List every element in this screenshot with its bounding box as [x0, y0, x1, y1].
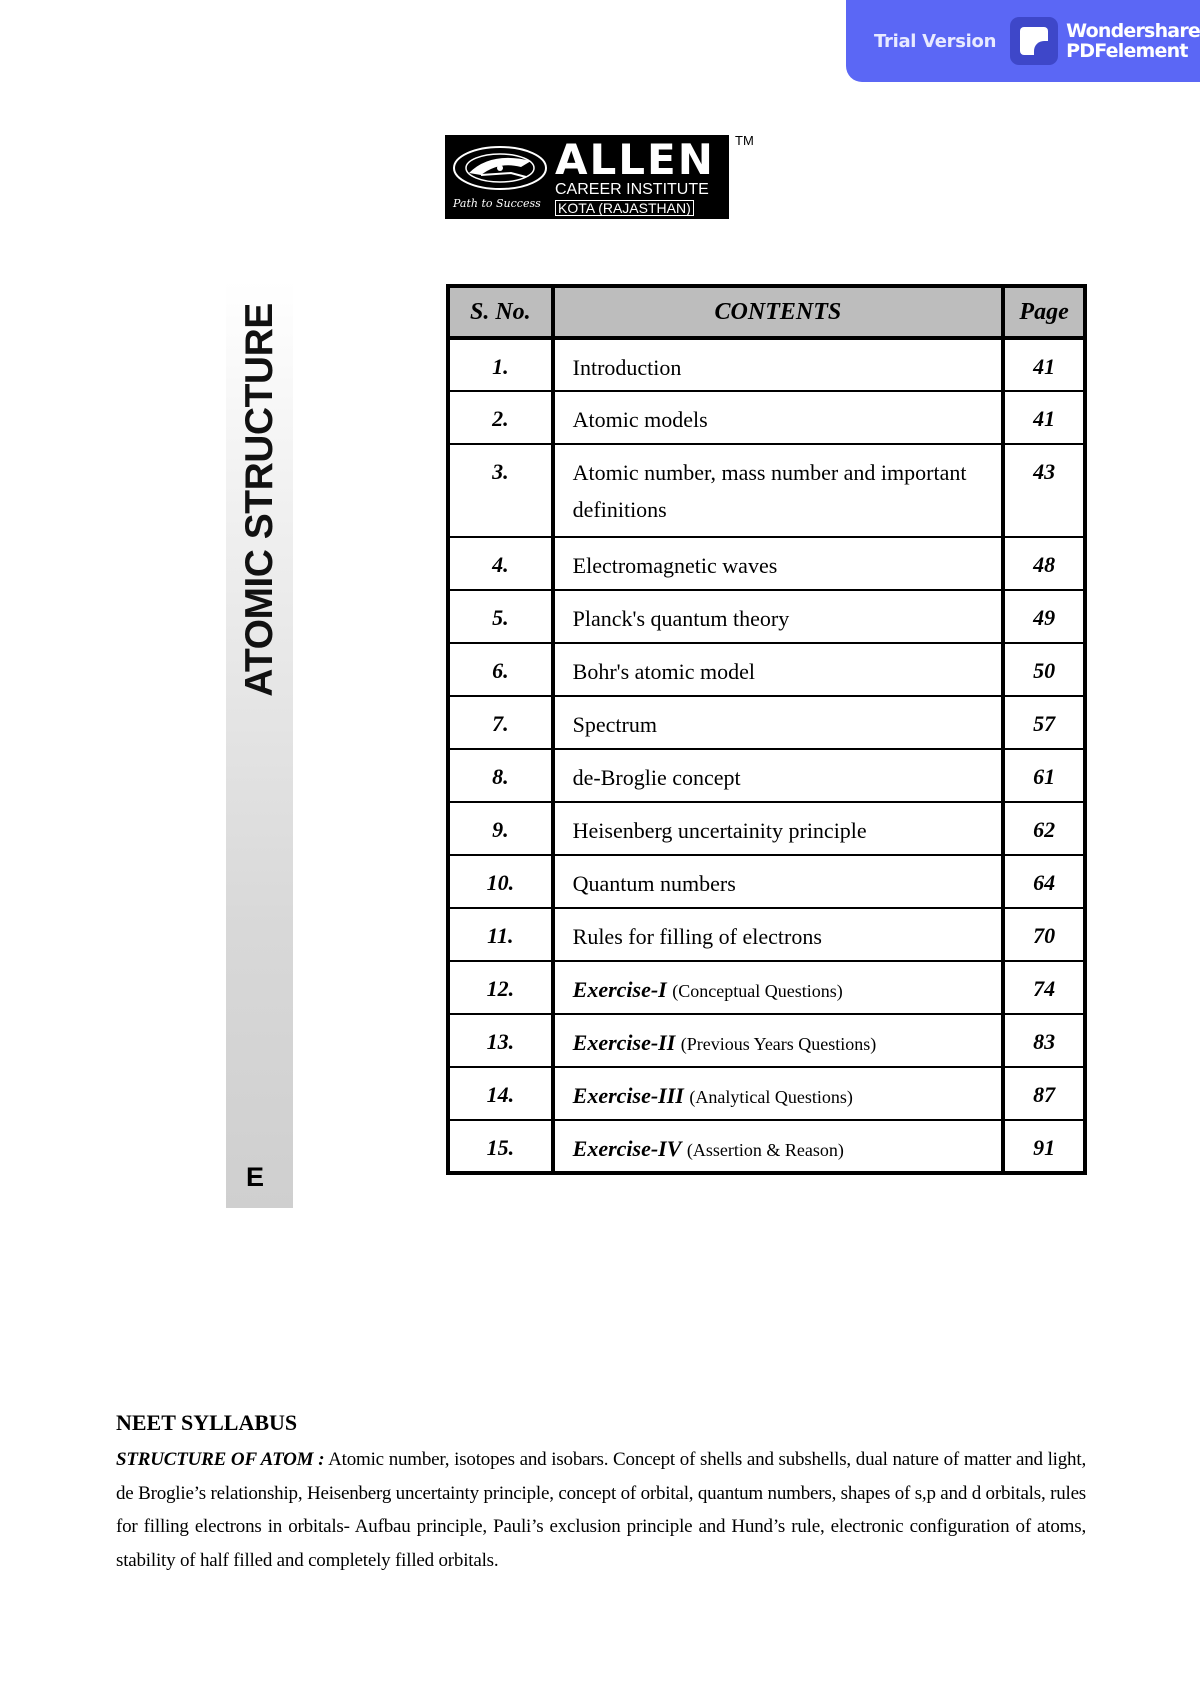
row-title: Atomic models — [553, 391, 1003, 444]
table-row — [448, 444, 1085, 537]
table-row — [448, 908, 1085, 961]
row-page: 48 — [1003, 537, 1085, 590]
exercise-subtitle: (Previous Years Questions) — [680, 1034, 877, 1054]
row-sno: 9. — [448, 802, 553, 855]
row-sno: 4. — [448, 537, 553, 590]
row-sno: 15. — [448, 1120, 553, 1173]
logo-name: ALLEN — [555, 135, 715, 184]
row-page: 91 — [1003, 1120, 1085, 1173]
row-title: de-Broglie concept — [553, 749, 1003, 802]
trial-version-badge[interactable] — [846, 0, 1200, 82]
row-title — [553, 961, 1003, 1014]
row-title: Bohr's atomic model — [553, 643, 1003, 696]
exercise-label: Exercise-IV — [572, 1136, 682, 1161]
trademark-mark: TM — [735, 133, 754, 148]
table-row — [448, 749, 1085, 802]
row-sno: 3. — [448, 444, 553, 537]
row-title: Heisenberg uncertainity principle — [553, 802, 1003, 855]
contents-table — [446, 284, 1087, 1175]
row-title — [553, 1014, 1003, 1067]
table-row — [448, 1120, 1085, 1173]
row-page: 64 — [1003, 855, 1085, 908]
row-title — [553, 1067, 1003, 1120]
table-row — [448, 643, 1085, 696]
row-sno: 7. — [448, 696, 553, 749]
row-title: Planck's quantum theory — [553, 590, 1003, 643]
exercise-label: Exercise-II — [572, 1030, 676, 1055]
header-contents: CONTENTS — [553, 286, 1003, 338]
exercise-label: Exercise-I — [572, 977, 667, 1002]
row-sno: 1. — [448, 338, 553, 391]
allen-logo — [445, 135, 729, 219]
row-page: 62 — [1003, 802, 1085, 855]
table-row — [448, 1067, 1085, 1120]
syllabus-lead: STRUCTURE OF ATOM : — [116, 1449, 325, 1470]
table-row — [448, 338, 1085, 391]
table-row — [448, 537, 1085, 590]
emblem-icon — [451, 143, 549, 193]
row-title: Electromagnetic waves — [553, 537, 1003, 590]
table-row — [448, 802, 1085, 855]
badge-brand — [1066, 21, 1200, 61]
row-title — [553, 1120, 1003, 1173]
row-sno: 13. — [448, 1014, 553, 1067]
table-row — [448, 590, 1085, 643]
syllabus-heading: NEET SYLLABUS — [116, 1410, 298, 1435]
badge-brand-line2: PDFelement — [1066, 40, 1188, 62]
logo-city: KOTA (RAJASTHAN) — [555, 200, 694, 216]
row-page: 61 — [1003, 749, 1085, 802]
chapter-title: ATOMIC STRUCTURE — [238, 303, 281, 697]
table-row — [448, 855, 1085, 908]
table-row — [448, 1014, 1085, 1067]
pdfelement-logo-icon — [1010, 17, 1058, 65]
row-sno: 14. — [448, 1067, 553, 1120]
header-page: Page — [1003, 286, 1085, 338]
row-page: 41 — [1003, 391, 1085, 444]
logo-tagline: Path to Success — [453, 197, 541, 210]
row-page: 70 — [1003, 908, 1085, 961]
row-sno: 5. — [448, 590, 553, 643]
table-row — [448, 961, 1085, 1014]
exercise-label: Exercise-III — [572, 1083, 684, 1108]
row-title: Quantum numbers — [553, 855, 1003, 908]
trial-version-label: Trial Version — [874, 30, 997, 52]
row-sno: 2. — [448, 391, 553, 444]
row-page: 50 — [1003, 643, 1085, 696]
row-title: Rules for filling of electrons — [553, 908, 1003, 961]
row-page: 57 — [1003, 696, 1085, 749]
badge-brand-line1: Wondershare — [1066, 20, 1200, 42]
row-page: 87 — [1003, 1067, 1085, 1120]
exercise-subtitle: (Analytical Questions) — [689, 1087, 853, 1107]
edition-mark: E — [246, 1162, 265, 1192]
exercise-subtitle: (Assertion & Reason) — [686, 1140, 844, 1160]
row-sno: 6. — [448, 643, 553, 696]
row-title: Spectrum — [553, 696, 1003, 749]
exercise-subtitle: (Conceptual Questions) — [672, 981, 843, 1001]
table-row — [448, 696, 1085, 749]
row-sno: 11. — [448, 908, 553, 961]
row-title: Introduction — [553, 338, 1003, 391]
table-header-row — [448, 286, 1085, 338]
row-sno: 8. — [448, 749, 553, 802]
row-page: 49 — [1003, 590, 1085, 643]
syllabus-text: Atomic number, isotopes and isobars. Concept of shells and subshells, dual nature of matter and light, de Broglie’s relationship, Heisenberg uncertainty principle, concept of orbital, quantum numbers, shapes of s,p and d orbitals, rules for filling electrons in orbitals- Aufbau principle, Pauli’s exclusion principle and Hund’s rule, electronic configuration of atoms, stability of half filled and completely filled orbitals. — [116, 1449, 1086, 1571]
logo-institute: CAREER INSTITUTE — [555, 181, 709, 198]
row-page: 74 — [1003, 961, 1085, 1014]
syllabus-body — [116, 1443, 1086, 1577]
table-row — [448, 391, 1085, 444]
row-page: 83 — [1003, 1014, 1085, 1067]
row-sno: 12. — [448, 961, 553, 1014]
row-sno: 10. — [448, 855, 553, 908]
header-sno: S. No. — [448, 286, 553, 338]
row-page: 43 — [1003, 444, 1085, 537]
row-title: Atomic number, mass number and important definitions — [553, 444, 1003, 537]
row-page: 41 — [1003, 338, 1085, 391]
